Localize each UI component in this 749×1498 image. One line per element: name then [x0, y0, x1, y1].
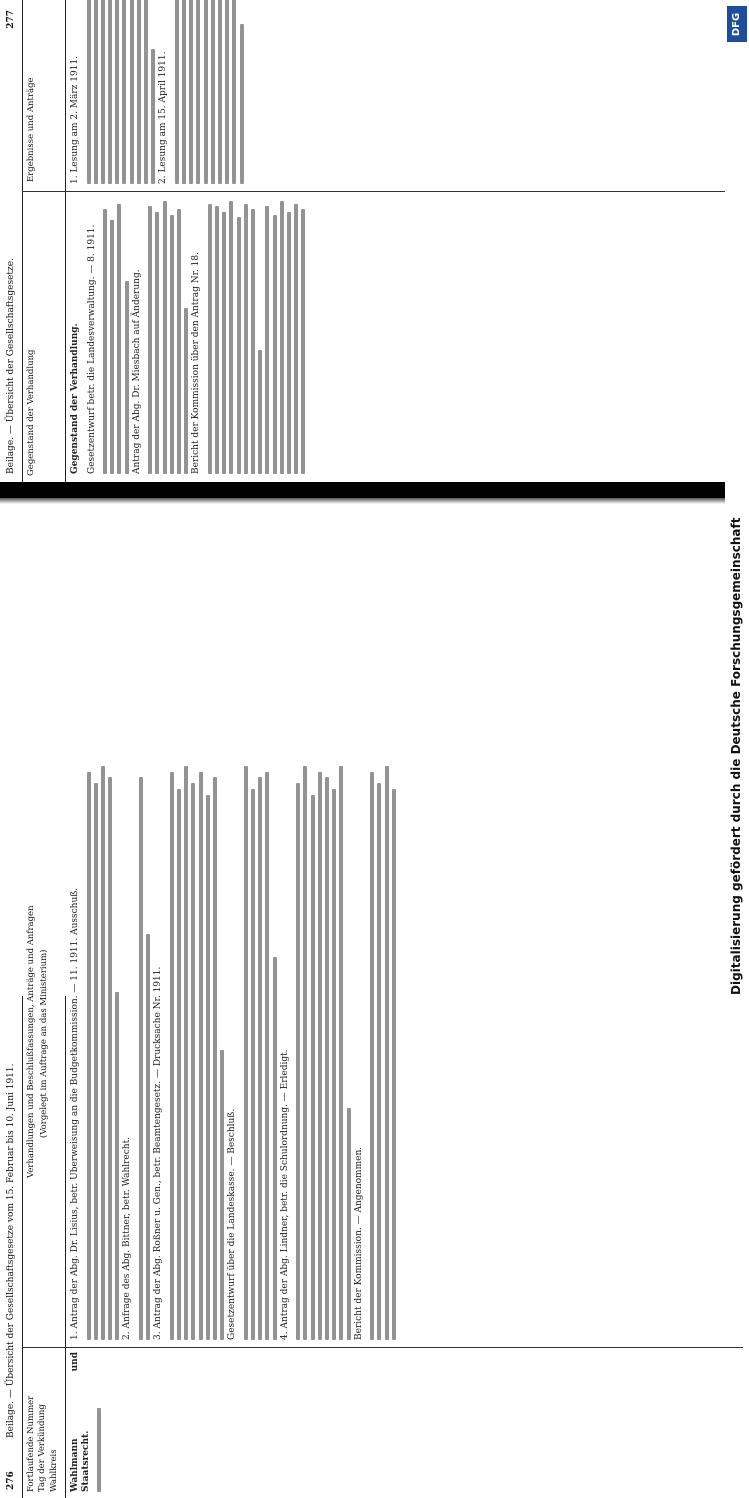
right-page-title: Beilage. — Übersicht der Gesellschaftsgesetze. [6, 258, 16, 474]
right-col-2 [70, 0, 450, 184]
left-section-label: Wahlmann und Staatsrecht. [70, 1352, 91, 1492]
book-gutter [0, 482, 749, 498]
left-col-1b-header: Tag der Verkündung [37, 1404, 47, 1492]
left-col-2b-header: (Vorgelegt im Auftrage an das Ministerium) [39, 949, 49, 1138]
left-entry: 2. Anfrage des Abg. Bittner, betr. Wahlrecht. [122, 1136, 133, 1340]
dfg-watermark-strip [725, 0, 749, 1000]
right-col-2-header: Ergebnisse und Anträge [26, 77, 36, 182]
right-section-label: Gegenstand der Verhandlung. [70, 323, 80, 474]
right-col-1-header: Gegenstand der Verhandlung [26, 349, 36, 476]
left-entry: 4. Antrag der Abg. Lindner, betr. die Schulordnung. — Erledigt. [279, 1049, 290, 1340]
right-entry: 2. Lesung am 15. April 1911. [158, 51, 169, 184]
left-col-1c-header: Wahlkreis [49, 1449, 59, 1492]
left-entry: Bericht der Kommission. — Angenommen. [353, 1146, 364, 1340]
left-col-2 [70, 760, 490, 1340]
right-entry: Antrag der Abg. Dr. Miesbach auf Änderung. [131, 269, 142, 474]
left-col-2-header: Verhandlungen und Beschlußfassungen, Anträge und Anfragen [26, 905, 36, 1178]
right-entry: Gesetzentwurf betr. die Landesverwaltung. — 8. 1911. [86, 224, 97, 474]
left-entry: Gesetzentwurf über die Landeskasse. — Beschluß. [227, 1108, 238, 1340]
left-col-1-header: Fortlaufende Nummer [26, 1395, 36, 1492]
left-running-head [6, 996, 20, 1498]
right-running-head [6, 0, 20, 482]
right-page [0, 0, 749, 482]
gutter-shadow [0, 498, 749, 504]
left-page-number: 276 [6, 1471, 16, 1490]
right-col-1 [70, 198, 450, 474]
dfg-logo: DFG [727, 6, 747, 42]
left-column-rule [22, 1347, 743, 1348]
right-entry: Bericht der Kommission über den Antrag Nr. 18. [191, 252, 202, 474]
right-page-number: 277 [6, 10, 16, 29]
right-column-rule [22, 191, 743, 192]
left-entry: 3. Antrag der Abg. Roßner u. Gen., betr. Beamtengesetz. — Drucksache Nr. 1911. [153, 966, 164, 1340]
left-page [0, 887, 749, 1498]
left-table-header [22, 905, 66, 1498]
dfg-watermark-text: Digitalisierung gefördert durch die Deutsche Forschungsgemeinschaft [729, 517, 743, 995]
right-entry: 1. Lesung am 2. März 1911. [70, 55, 80, 184]
left-page-title: Beilage. — Übersicht der Gesellschaftsgesetze vom 15. Februar bis 10. Juni 1911. [6, 1063, 16, 1438]
right-table-header [22, 0, 66, 482]
left-entry: 1. Antrag der Abg. Dr. Lisius, betr. Überweisung an die Budgetkommission. — 11. 1911. Ausschuß. [70, 887, 80, 1340]
left-col-1 [70, 1352, 490, 1492]
